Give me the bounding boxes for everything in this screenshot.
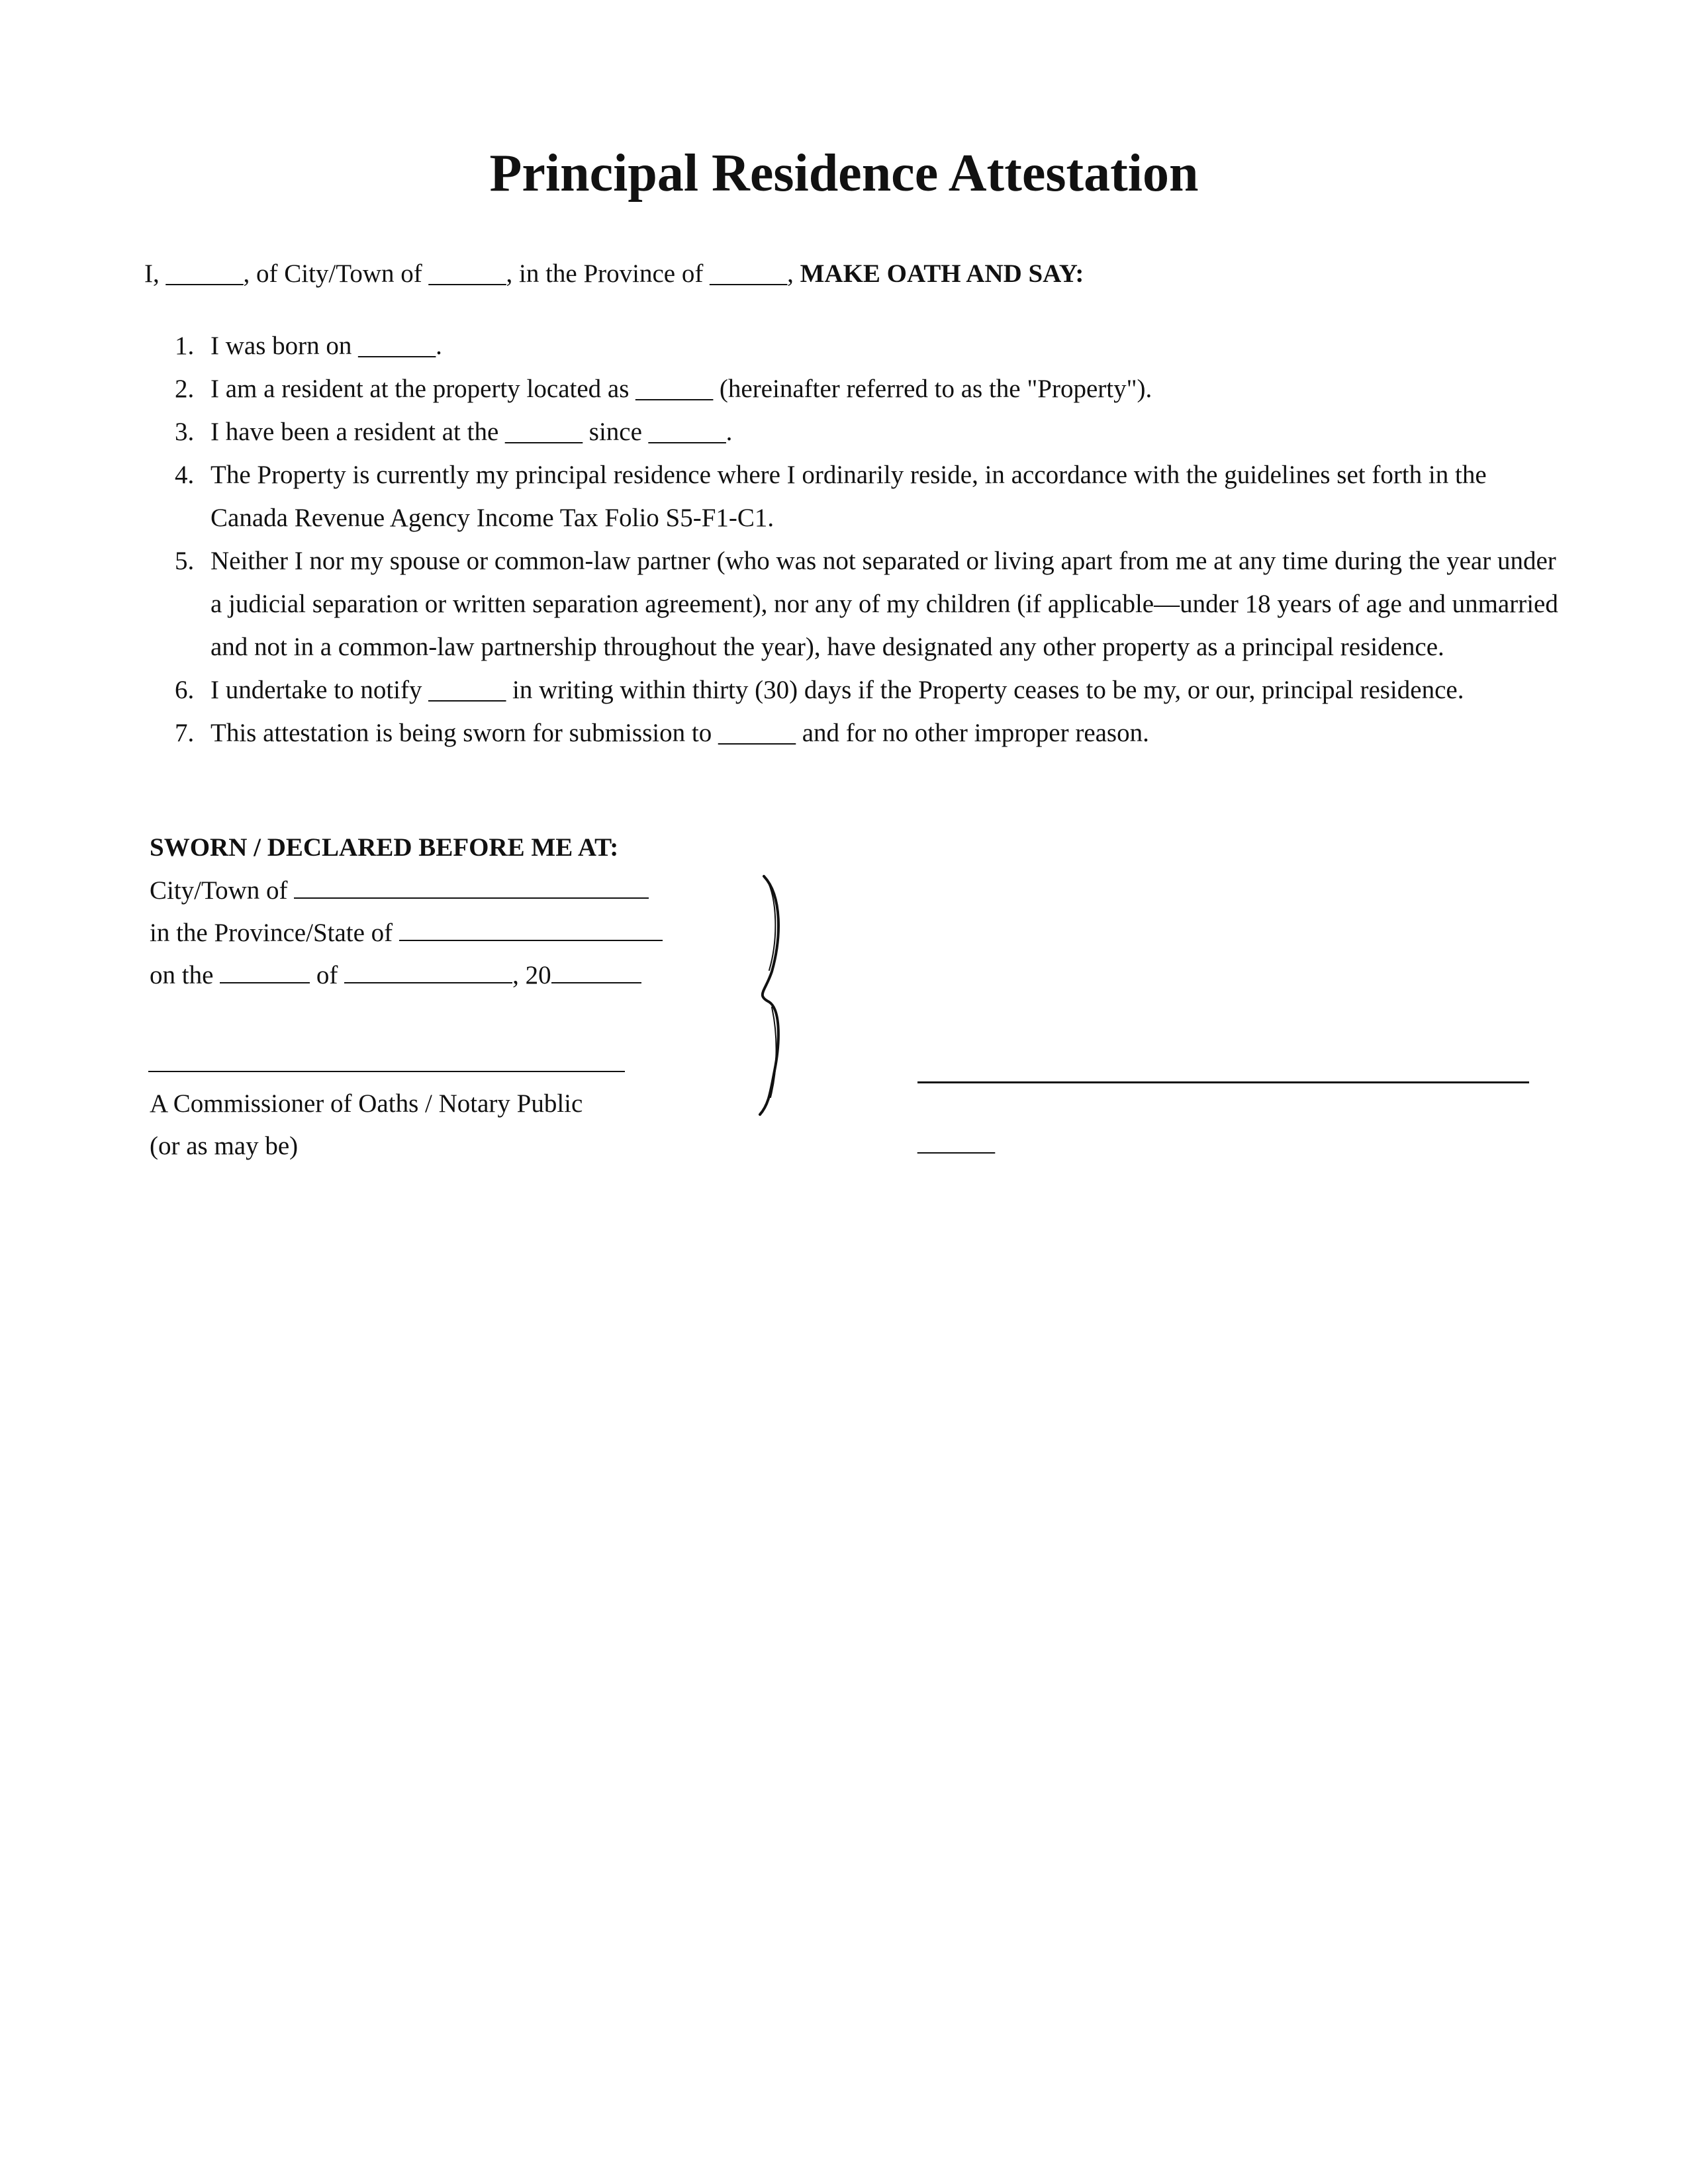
document-title: Principal Residence Attestation xyxy=(489,144,1199,203)
on-the-label: on the xyxy=(150,961,214,989)
list-item xyxy=(175,324,1558,367)
of-label: of xyxy=(316,961,338,989)
jurat-heading: SWORN / DECLARED BEFORE ME AT: xyxy=(150,833,619,862)
deponent-name: ______ xyxy=(917,1128,995,1156)
item-number: 2. xyxy=(175,375,195,403)
item-text: This attestation is being sworn for submission to ______ and for no other improper reason. xyxy=(211,719,1149,747)
commissioner-signature-line[interactable] xyxy=(148,1071,625,1072)
list-item xyxy=(175,410,1558,453)
item-text: The Property is currently my principal residence where I ordinarily reside, in accordance with the guidelines set forth in the Canada Revenue Agency Income Tax Folio S5-F1-C1. xyxy=(211,461,1487,532)
day-field[interactable] xyxy=(220,956,310,983)
item-text: Neither I nor my spouse or common-law partner (who was not separated or living apart from me at any time during the year under a judicial separation or written separation agreement), nor any of my children (if applicable—under 18 years of age and unmarried and not in a common-law partnership throughout the year), have designated any other property as a principal residence. xyxy=(211,547,1558,661)
list-item xyxy=(175,668,1558,711)
year-prefix: , 20 xyxy=(512,961,551,989)
commissioner-note: (or as may be) xyxy=(150,1132,299,1160)
intro-oath-text: MAKE OATH AND SAY: xyxy=(800,259,1084,288)
list-item xyxy=(175,453,1558,539)
item-text: I am a resident at the property located as ______ (hereinafter referred to as the "Property"). xyxy=(211,375,1152,403)
item-text: I undertake to notify ______ in writing within thirty (30) days if the Property ceases to be my, or our, principal residence. xyxy=(211,676,1464,704)
list-item xyxy=(175,711,1558,754)
item-number: 5. xyxy=(175,547,195,575)
city-label: City/Town of xyxy=(150,876,288,905)
jurat-province-line xyxy=(150,913,663,953)
list-item xyxy=(175,539,1558,668)
attestation-list xyxy=(175,324,1558,754)
brace-icon xyxy=(740,872,793,1117)
commissioner-label: A Commissioner of Oaths / Notary Public xyxy=(150,1089,583,1118)
city-field[interactable] xyxy=(294,871,649,899)
year-field[interactable] xyxy=(551,956,641,983)
item-text: I was born on ______. xyxy=(211,332,442,360)
month-field[interactable] xyxy=(344,956,512,983)
item-number: 3. xyxy=(175,418,195,446)
intro-text: I, ______, of City/Town of ______, in the Province of ______, xyxy=(144,259,800,288)
item-number: 1. xyxy=(175,332,195,360)
item-number: 4. xyxy=(175,461,195,489)
province-field[interactable] xyxy=(399,913,663,941)
province-label: in the Province/State of xyxy=(150,919,393,947)
list-item xyxy=(175,367,1558,410)
jurat-city-line xyxy=(150,871,649,911)
deponent-signature-line[interactable] xyxy=(917,1081,1529,1083)
item-number: 7. xyxy=(175,719,195,747)
item-number: 6. xyxy=(175,676,195,704)
jurat-date-line xyxy=(150,956,641,995)
intro-paragraph xyxy=(144,254,1084,294)
item-text: I have been a resident at the ______ since ______. xyxy=(211,418,733,446)
